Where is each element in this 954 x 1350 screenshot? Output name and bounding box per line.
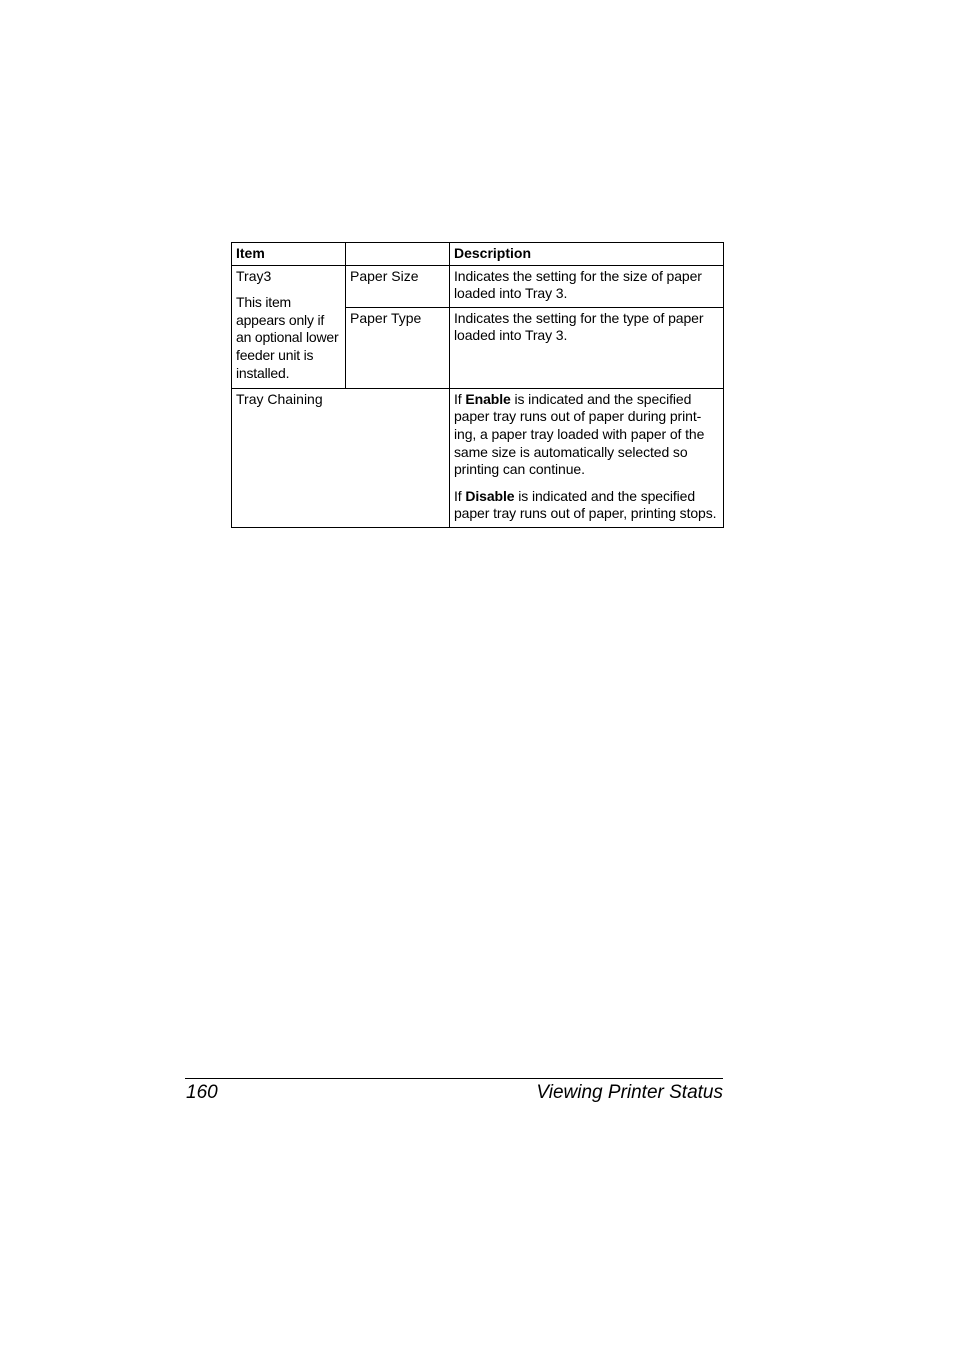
tray-chaining-enable-text xyxy=(454,391,719,479)
header-item: Item xyxy=(232,243,346,266)
header-sub xyxy=(346,243,450,266)
paper-type-description: Indicates the setting for the type of paper loaded into Tray 3. xyxy=(450,307,724,388)
tray3-name: Tray3 xyxy=(236,267,272,284)
tray3-note: This item appears only if an optional lower feeder unit is installed. xyxy=(236,294,339,381)
header-description: Description xyxy=(450,243,724,266)
enable-text: is indicated and the specified paper tray runs out of paper during print-ing, a paper tray loaded with paper of the same size is automatically selected so printing can continue. xyxy=(454,390,705,478)
enable-keyword: Enable xyxy=(465,390,511,407)
paper-size-description: Indicates the setting for the size of paper loaded into Tray 3. xyxy=(450,265,724,307)
disable-keyword: Disable xyxy=(465,487,515,504)
tray-chaining-description xyxy=(450,388,724,527)
page-number: 160 xyxy=(186,1082,218,1103)
tray-chaining-label: Tray Chaining xyxy=(232,388,450,527)
tray-chaining-disable-text xyxy=(454,488,719,523)
enable-prefix: If xyxy=(454,390,466,407)
footer-rule xyxy=(185,1078,723,1079)
table-header-row xyxy=(232,243,724,266)
printer-status-table xyxy=(231,242,724,528)
section-title: Viewing Printer Status xyxy=(536,1082,723,1103)
paper-type-label: Paper Type xyxy=(346,307,450,388)
table-row-tray-chaining xyxy=(232,388,724,527)
tray3-item-cell xyxy=(232,265,346,388)
disable-text: is indicated and the specified paper tray runs out of paper, printing stops. xyxy=(454,487,717,522)
disable-prefix: If xyxy=(454,487,466,504)
table-row-tray3-paper-size xyxy=(232,265,724,307)
paper-size-label: Paper Size xyxy=(346,265,450,307)
